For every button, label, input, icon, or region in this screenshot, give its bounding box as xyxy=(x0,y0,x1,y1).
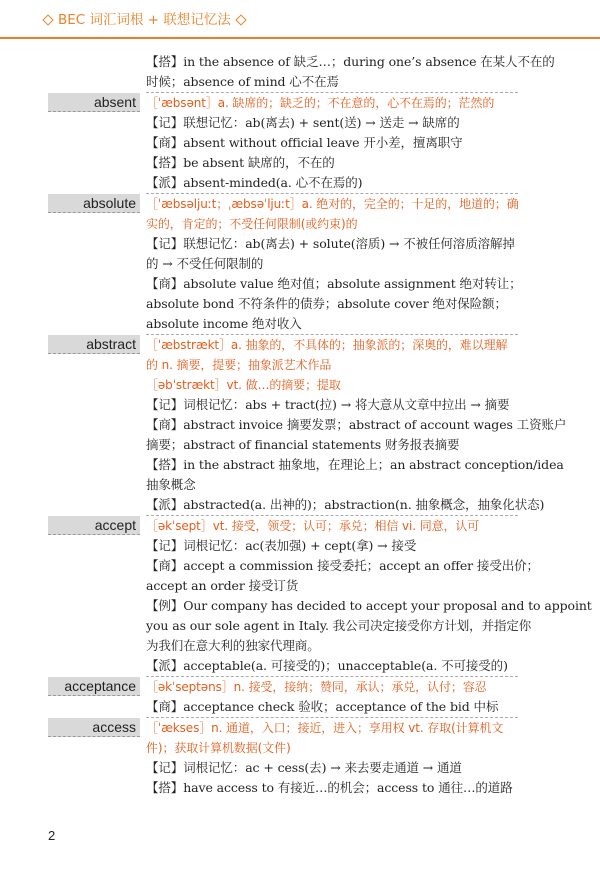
entry-absent xyxy=(0,93,600,193)
definition-line: ［əkˈseptəns］n. 接受，接纳；赞同，承认；承兑，认付；容忍 xyxy=(146,680,487,694)
entry-line: 【商】absolute value 绝对值；absolute assignment 绝对转让； xyxy=(146,276,522,291)
entry-line: 【派】acceptable(a. 可接受的)；unacceptable(a. 不可接受的) xyxy=(146,658,508,673)
dictionary-entries xyxy=(0,52,600,798)
definition-line: 实的，肯定的；不受任何限制(或约束)的 xyxy=(146,217,358,231)
headword: access xyxy=(92,719,136,735)
entry-line: 【搭】in the abstract 抽象地，在理论上；an abstract conception/idea xyxy=(146,457,564,472)
definition-line: ［ˈæbstrækt］a. 抽象的，不具体的；抽象派的；深奥的，难以理解 xyxy=(146,338,508,352)
definition-line: ［ˈækses］n. 通道，入口；接近，进入；享用权 vt. 存取(计算机文 xyxy=(146,721,504,735)
entry-line: 【商】accept a commission 接受委托；accept an offer 接受出价； xyxy=(146,558,539,573)
entry-line: 【记】联想记忆：ab(离去) + solute(溶质) → 不被任何溶质溶解掉 xyxy=(146,236,515,251)
page-header xyxy=(0,0,600,40)
headword-box xyxy=(48,93,140,112)
headword-box xyxy=(48,677,140,696)
entry-line: 的 → 不受任何限制的 xyxy=(146,256,264,271)
entry-line: 【记】联想记忆：ab(离去) + sent(送) → 送走 → 缺席的 xyxy=(146,115,460,130)
entry-abstract xyxy=(0,335,600,515)
entry-line: 【搭】have access to 有接近…的机会；access to 通往…的道路 xyxy=(146,780,513,795)
entry-line: absolute bond 不符条件的债券；absolute cover 绝对保险额； xyxy=(146,296,507,311)
definition-line: ［əkˈsept］vt. 接受，领受；认可；承兑；相信 vi. 同意，认可 xyxy=(146,519,480,533)
header-divider xyxy=(0,37,600,39)
entry-line: 为我们在意大利的独家代理商。 xyxy=(146,638,320,653)
entry-line: 【例】Our company has decided to accept your proposal and to appoint xyxy=(146,598,592,613)
entry-line: 【商】abstract invoice 摘要发票；abstract of account wages 工资账户 xyxy=(146,417,567,432)
definition-line: 的 n. 摘要，提要；抽象派艺术作品 xyxy=(146,358,332,372)
entry-line: accept an order 接受订货 xyxy=(146,578,299,593)
entry-line: 【搭】in the absence of 缺乏…；during one’s absence 在某人不在的 xyxy=(146,54,555,69)
headword: absent xyxy=(93,94,136,110)
entry-line: 【商】acceptance check 验收；acceptance of the bid 中标 xyxy=(146,699,499,714)
entry-acceptance xyxy=(0,677,600,717)
diamond-icon xyxy=(42,14,53,25)
definition-line: 件)；获取计算机数据(文件) xyxy=(146,741,291,755)
entry-line: you as our sole agent in Italy. 我公司决定接受你方计划，并指定你 xyxy=(146,618,532,633)
definition-line: ［ˈæbsəljuːt；ˌæbsəˈljuːt］a. 绝对的，完全的；十足的，地道的；确 xyxy=(146,197,519,211)
header-title xyxy=(44,11,245,29)
headword: accept xyxy=(94,517,136,533)
headword-box xyxy=(48,516,140,535)
entry-line: 抽象概念 xyxy=(146,477,196,492)
entry-absolute xyxy=(0,194,600,334)
entry-accept xyxy=(0,516,600,676)
headword-box xyxy=(48,718,140,737)
page-number: 2 xyxy=(48,828,56,843)
entry-line: 【派】abstracted(a. 出神的)；abstraction(n. 抽象概念，抽象化状态) xyxy=(146,497,545,512)
entry-line: 【派】absent-minded(a. 心不在焉的) xyxy=(146,175,363,190)
entry-line: 【记】词根记忆：ac + cess(去) → 来去要走通道 → 通道 xyxy=(146,760,462,775)
entry-line: 摘要；abstract of financial statements 财务报表摘要 xyxy=(146,437,460,452)
definition-line: ［ˈæbsənt］a. 缺席的；缺乏的；不在意的，心不在焉的；茫然的 xyxy=(146,96,495,110)
headword: abstract xyxy=(86,336,136,352)
entry-line: absolute income 绝对收入 xyxy=(146,316,302,331)
header-title-text: BEC 词汇词根 + 联想记忆法 xyxy=(58,12,231,28)
entry-line: 【商】absent without official leave 开小差，擅离职守 xyxy=(146,135,463,150)
headword: absolute xyxy=(83,195,136,211)
entry-line: 时候；absence of mind 心不在焉 xyxy=(146,74,339,89)
entry-line: 【记】词根记忆：abs + tract(拉) → 将大意从文章中拉出 → 摘要 xyxy=(146,397,510,412)
headword: acceptance xyxy=(64,678,136,694)
entry-continued xyxy=(0,52,600,92)
diamond-icon xyxy=(235,14,246,25)
headword-box xyxy=(48,335,140,354)
definition-line: ［əbˈstrækt］vt. 做…的摘要；提取 xyxy=(146,378,341,392)
entry-access xyxy=(0,718,600,798)
headword-box xyxy=(48,194,140,213)
entry-line: 【搭】be absent 缺席的，不在的 xyxy=(146,155,335,170)
entry-line: 【记】词根记忆：ac(表加强) + cept(拿) → 接受 xyxy=(146,538,417,553)
